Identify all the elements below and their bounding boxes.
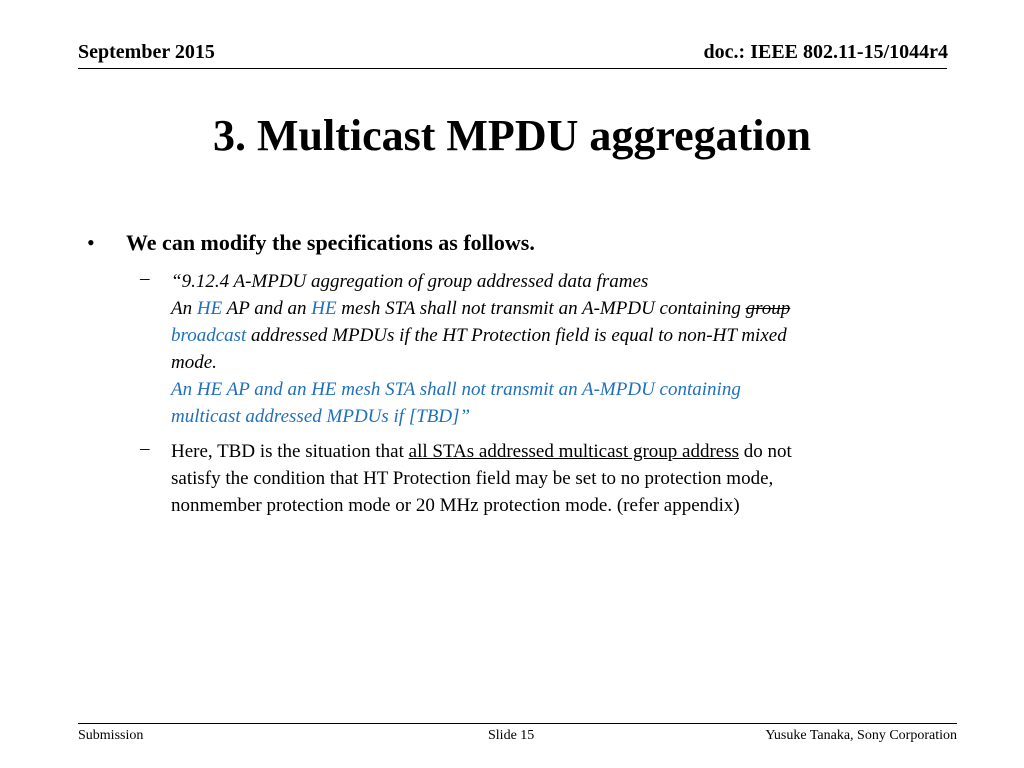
inserted-word-broadcast: broadcast: [171, 325, 247, 346]
quote-text: mesh STA shall not transmit an A-MPDU containing: [336, 298, 746, 319]
he-insert: HE: [196, 298, 223, 319]
underlined-phrase: all STAs addressed multicast group address: [408, 441, 740, 462]
quote-text: addressed MPDUs if the HT Protection field is equal to non-HT mixed: [246, 325, 787, 346]
footer-rule: [78, 723, 957, 724]
spec-quote: [171, 268, 931, 430]
header-doc-id: doc.: IEEE 802.11-15/1044r4: [703, 41, 948, 63]
tbd-note: [171, 438, 931, 519]
footer-submission: Submission: [78, 728, 144, 743]
note-line-1: [171, 438, 931, 465]
footer-slide-number: Slide 15: [488, 728, 535, 743]
quote-heading: “9.12.4 A-MPDU aggregation of group addressed data frames: [171, 271, 649, 292]
bullet-text: We can modify the specifications as follows.: [126, 230, 535, 255]
quote-text: An: [171, 298, 197, 319]
slide-title: 3. Multicast MPDU aggregation: [213, 111, 811, 160]
quote-line-3: mode.: [171, 352, 217, 373]
note-line-2: satisfy the condition that HT Protection field may be set to no protection mode,: [171, 468, 774, 489]
header-rule: [78, 68, 947, 69]
quote-text: AP and an: [222, 298, 312, 319]
he-insert: HE: [311, 298, 337, 319]
note-text: Here, TBD is the situation that: [171, 441, 409, 462]
quote-line-2: [171, 322, 931, 349]
footer-author: Yusuke Tanaka, Sony Corporation: [765, 728, 957, 743]
dash-marker-note: –: [140, 438, 150, 459]
bullet-marker: •: [87, 230, 95, 255]
deleted-word-group: group: [745, 298, 791, 319]
header-date: September 2015: [78, 41, 215, 63]
inserted-sentence-line-1: An HE AP and an HE mesh STA shall not transmit an A-MPDU containing: [171, 379, 741, 400]
note-text: do not: [739, 441, 792, 462]
quote-line-1: [171, 295, 931, 322]
note-line-3: nonmember protection mode or 20 MHz protection mode. (refer appendix): [171, 495, 740, 516]
dash-marker-quote: –: [140, 268, 150, 289]
inserted-sentence-line-2: multicast addressed MPDUs if [TBD]”: [171, 406, 471, 427]
